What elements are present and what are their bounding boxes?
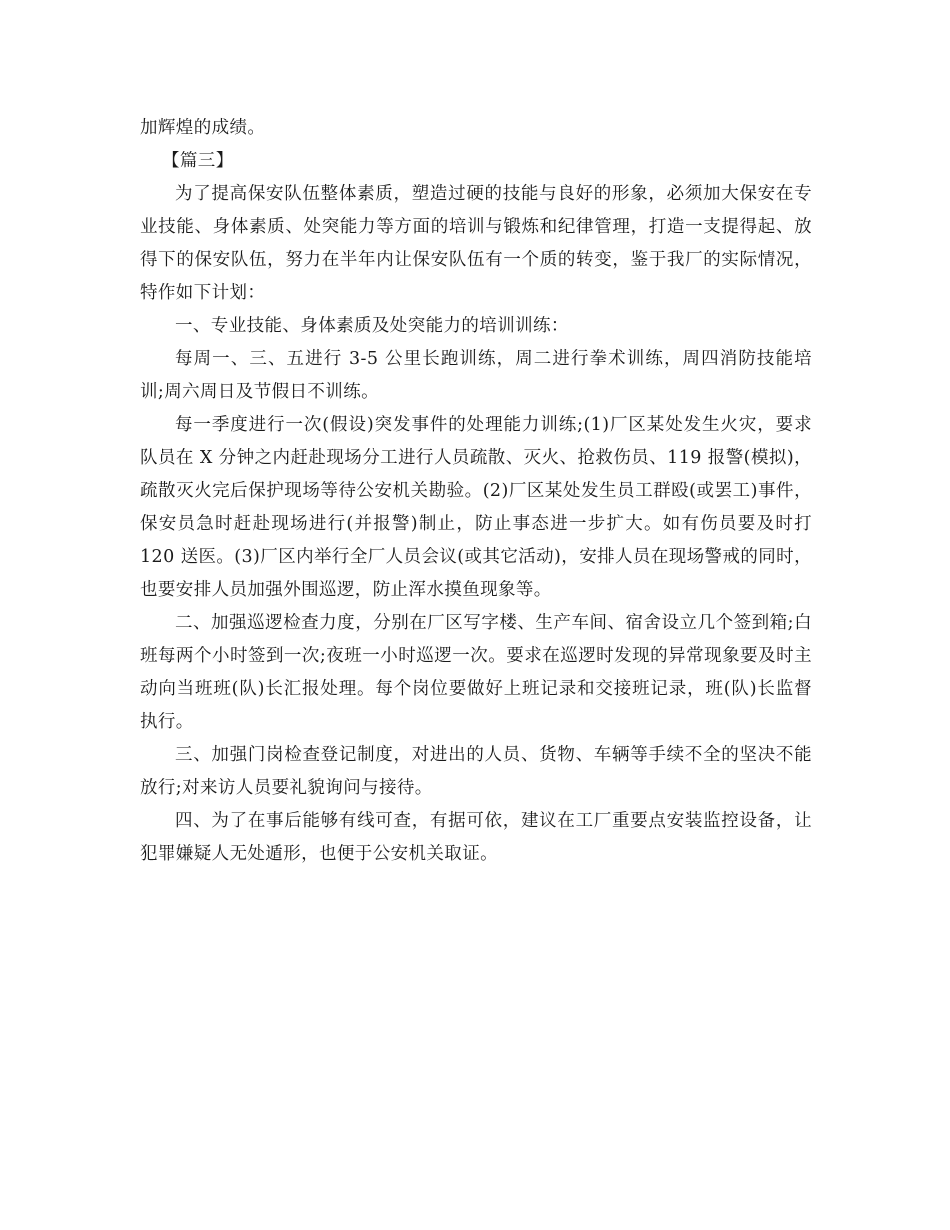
section-title: 【篇三】	[162, 151, 234, 171]
heading-item-one: 一、专业技能、身体素质及处突能力的培训训练：	[175, 316, 569, 336]
monitoring-paragraph: 四、为了在事后能够有线可查，有据可依，建议在工厂重要点安装监控设备，让犯罪嫌疑人无处遁形，也便于公安机关取证。	[140, 811, 812, 864]
document-body	[140, 112, 812, 871]
continuation-paragraph: 加辉煌的成绩。	[140, 118, 266, 138]
patrol-paragraph: 二、加强巡逻检查力度，分别在厂区写字楼、生产车间、宿舍设立几个签到箱;白班每两个小时签到一次;夜班一小时巡逻一次。要求在巡逻时发现的异常现象要及时主动向当班班(队)长汇报处理。每个岗位要做好上班记录和交接班记录，班(队)长监督执行。	[140, 613, 812, 732]
training-schedule-paragraph: 每周一、三、五进行 3-5 公里长跑训练，周二进行拳术训练，周四消防技能培训;周六周日及节假日不训练。	[140, 349, 812, 402]
intro-paragraph: 为了提高保安队伍整体素质，塑造过硬的技能与良好的形象，必须加大保安在专业技能、身体素质、处突能力等方面的培训与锻炼和纪律管理，打造一支提得起、放得下的保安队伍，努力在半年内让保安队伍有一个质的转变，鉴于我厂的实际情况，特作如下计划：	[140, 184, 812, 303]
emergency-drill-paragraph: 每一季度进行一次(假设)突发事件的处理能力训练;(1)厂区某处发生火灾，要求队员在 X 分钟之内赶赴现场分工进行人员疏散、灭火、抢救伤员、119 报警(模拟)，疏散灭火完后保护现场等待公安机关勘验。(2)厂区某处发生员工群殴(或罢工)事件，保安员急时赶赴现场进行(并报警)制止，防止事态进一步扩大。如有伤员要及时打 120 送医。(3)厂区内举行全厂人员会议(或其它活动)，安排人员在现场警戒的同时，也要安排人员加强外围巡逻，防止浑水摸鱼现象等。	[140, 415, 812, 600]
gate-check-paragraph: 三、加强门岗检查登记制度，对进出的人员、货物、车辆等手续不全的坚决不能放行;对来访人员要礼貌询问与接待。	[140, 745, 812, 798]
